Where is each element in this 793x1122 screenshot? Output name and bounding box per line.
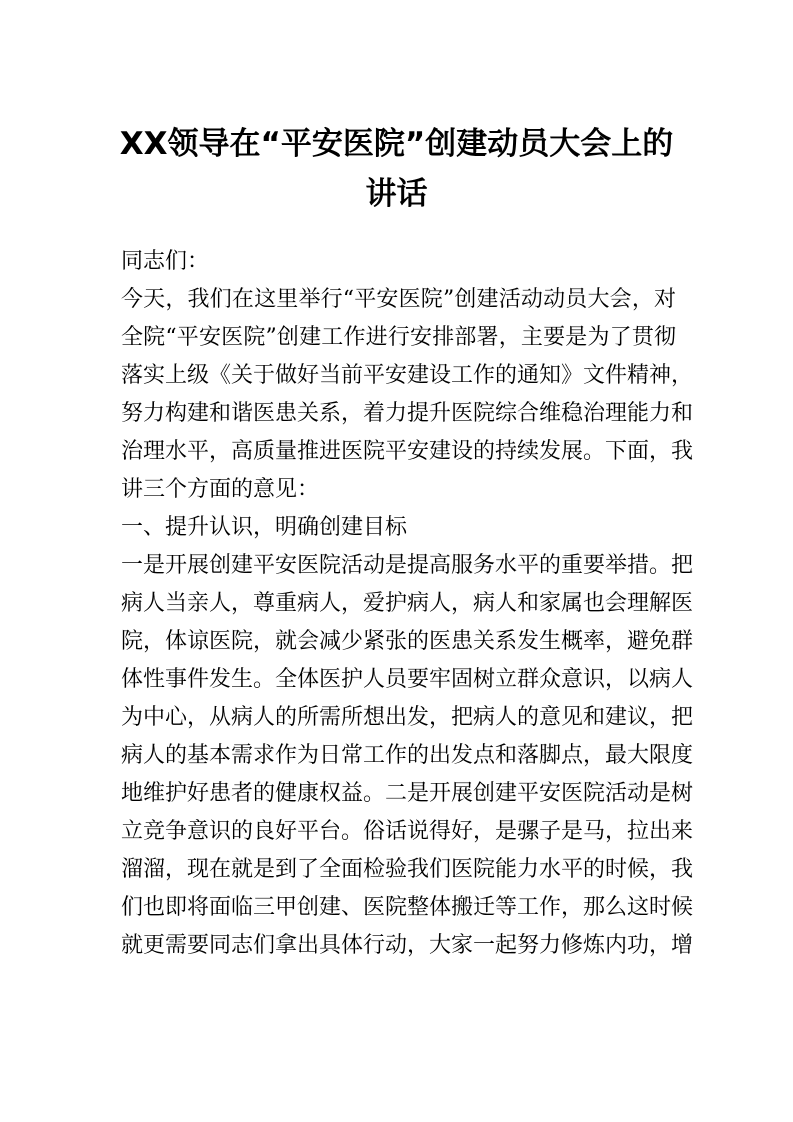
body-line: 院，体谅医院，就会减少紧张的医患关系发生概率，避免群 (121, 629, 694, 654)
body-line: 今天，我们在这里举行“平安医院”创建活动动员大会，对 (121, 287, 676, 312)
section-heading: 一、提升认识，明确创建目标 (121, 515, 408, 540)
body-line: 们也即将面临三甲创建、医院整体搬迁等工作，那么这时候 (121, 895, 694, 920)
body-line: 病人当亲人，尊重病人，爱护病人，病人和家属也会理解医 (121, 591, 694, 616)
body-line: 为中心，从病人的所需所想出发，把病人的意见和建议，把 (121, 705, 694, 730)
body-line: 全院“平安医院”创建工作进行安排部署，主要是为了贯彻 (121, 325, 676, 350)
body-line: 治理水平，高质量推进医院平安建设的持续发展。下面，我 (121, 439, 694, 464)
body-line: 讲三个方面的意见： (121, 477, 320, 502)
body-line: 溜溜，现在就是到了全面检验我们医院能力水平的时候，我 (121, 857, 694, 882)
body-line: 地维护好患者的健康权益。二是开展创建平安医院活动是树 (121, 781, 694, 806)
body-line: 努力构建和谐医患关系，着力提升医院综合维稳治理能力和 (121, 401, 694, 426)
body-line: 就更需要同志们拿出具体行动，大家一起努力修炼内功，增 (121, 933, 694, 958)
body-line: 病人的基本需求作为日常工作的出发点和落脚点，最大限度 (121, 743, 694, 768)
document-title-line-1: XX领导在“平安医院”创建动员大会上的 (119, 126, 674, 162)
body-line: 落实上级《关于做好当前平安建设工作的通知》文件精神， (121, 363, 694, 388)
body-line: 一是开展创建平安医院活动是提高服务水平的重要举措。把 (121, 553, 694, 578)
body-line: 体性事件发生。全体医护人员要牢固树立群众意识，以病人 (121, 667, 694, 692)
body-line: 立竞争意识的良好平台。俗话说得好，是骡子是马，拉出来 (121, 819, 694, 844)
salutation-line: 同志们： (121, 249, 210, 274)
document-title-line-2: 讲话 (365, 176, 428, 212)
